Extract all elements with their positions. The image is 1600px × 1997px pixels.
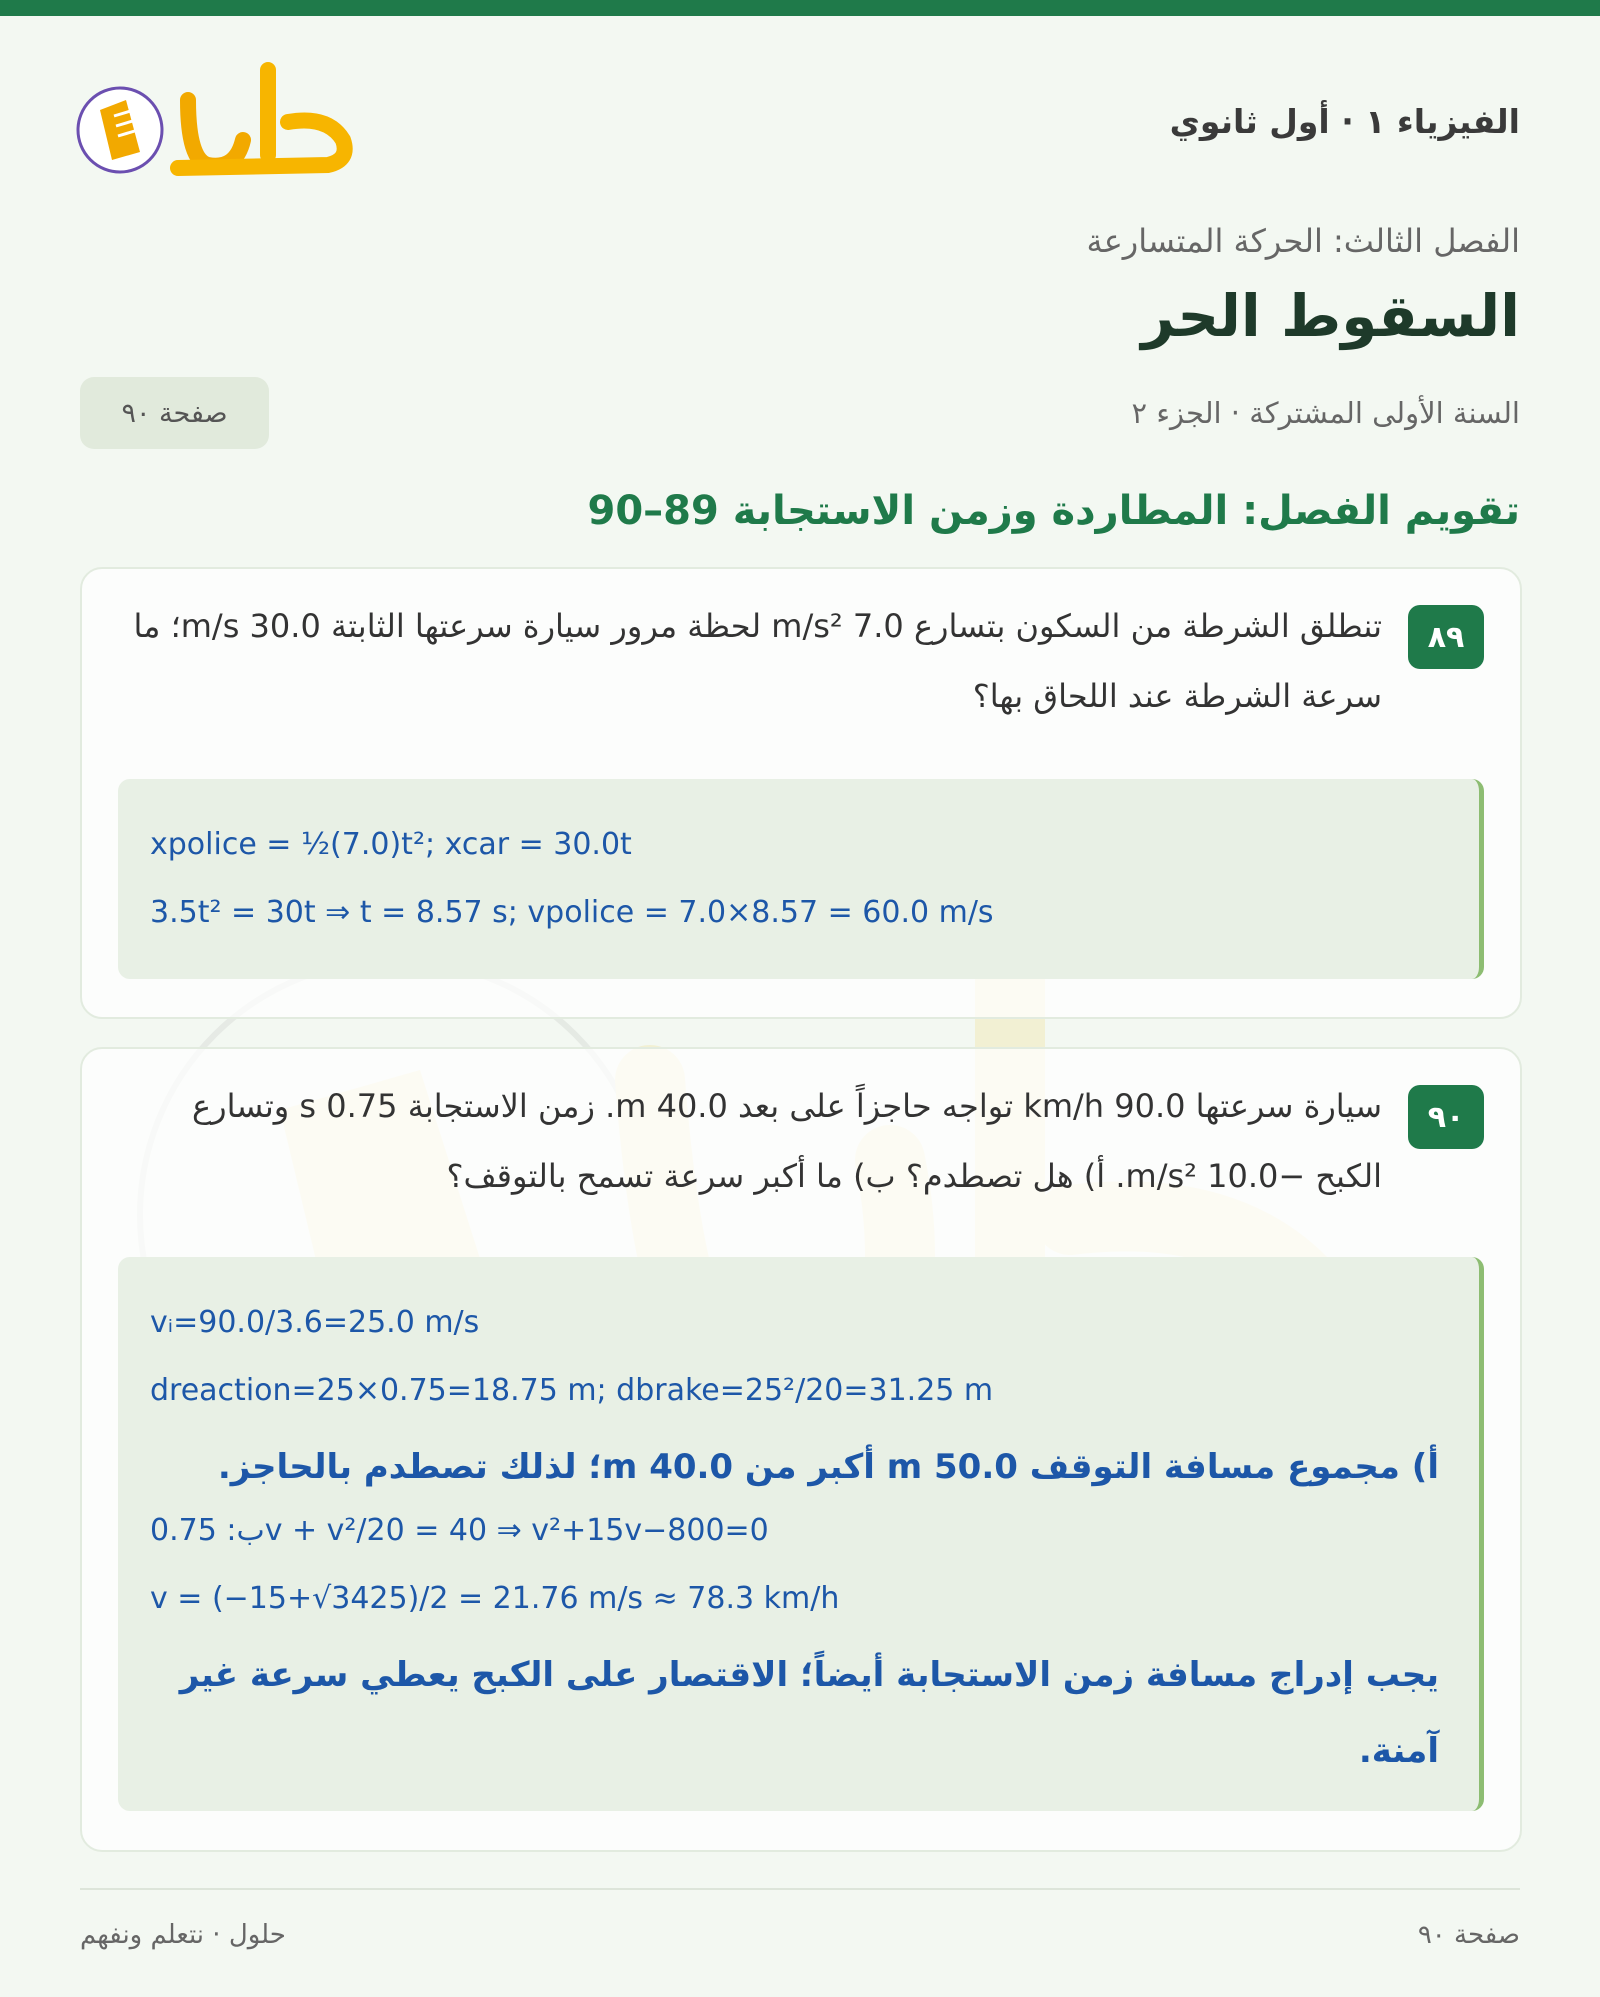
solution-note: يجب إدراج مسافة زمن الاستجابة أيضاً؛ الاقتصار على الكبح يعطي سرعة غير آمنة. (179, 1655, 1439, 1771)
grade-info: السنة الأولى المشتركة · الجزء ٢ (1131, 396, 1520, 430)
question-number: ٩٠ (1408, 1085, 1484, 1149)
footer-brand: حلول · نتعلم ونفهم (80, 1920, 286, 1950)
top-accent-bar (0, 0, 1600, 16)
solution-line: xpolice = ½(7.0)t²; xcar = 30.0t (150, 827, 632, 862)
footer-page-number: صفحة ٩٠ (1417, 1920, 1520, 1950)
chapter-name: الفصل الثالث: الحركة المتسارعة (1086, 222, 1520, 260)
solution-box (118, 779, 1484, 979)
solution-line: 3.5t² = 30t ⇒ t = 8.57 s; vpolice = 7.0×8.57 = 60.0 m/s (150, 895, 994, 930)
solution-box (118, 1257, 1484, 1811)
solution-line: ب: 0.75v + v²/20 = 40 ⇒ v²+15v−800=0 (150, 1513, 769, 1548)
solution-line: v = (−15+√3425)/2 = 21.76 m/s ≈ 78.3 km/h (150, 1581, 840, 1616)
question-number: ٨٩ (1408, 605, 1484, 669)
question-card-90 (80, 1047, 1522, 1852)
logo-text: حلول (75, 60, 78, 61)
section-heading: تقويم الفصل: المطاردة وزمن الاستجابة 89–90 (587, 488, 1520, 534)
subject-title: الفيزياء ١ · أول ثانوي (1169, 102, 1520, 141)
solution-line: vᵢ=90.0/3.6=25.0 m/s (150, 1305, 480, 1340)
solution-conclusion: أ) مجموع مسافة التوقف 50.0 m أكبر من 40.0 m؛ لذلك تصطدم بالحاجز. (217, 1447, 1439, 1487)
lesson-title: السقوط الحر (1141, 282, 1520, 350)
footer-divider (80, 1888, 1520, 1890)
solution-line: dreaction=25×0.75=18.75 m; dbrake=25²/20=31.25 m (150, 1373, 994, 1408)
question-text: تنطلق الشرطة من السكون بتسارع 7.0 m/s² لحظة مرور سيارة سرعتها الثابتة 30.0 m/s؛ ما سرعة الشرطة عند اللحاق بها؟ (133, 607, 1382, 715)
question-text: سيارة سرعتها 90.0 km/h تواجه حاجزاً على بعد 40.0 m. زمن الاستجابة 0.75 s وتسارع الكبح −10.0 m/s². أ) هل تصطدم؟ ب) ما أكبر سرعة تسمح بالتوقف؟ (192, 1087, 1382, 1195)
question-card-89 (80, 567, 1522, 1019)
page-badge: صفحة ٩٠ (80, 377, 269, 449)
hulul-logo[interactable] (75, 60, 358, 180)
